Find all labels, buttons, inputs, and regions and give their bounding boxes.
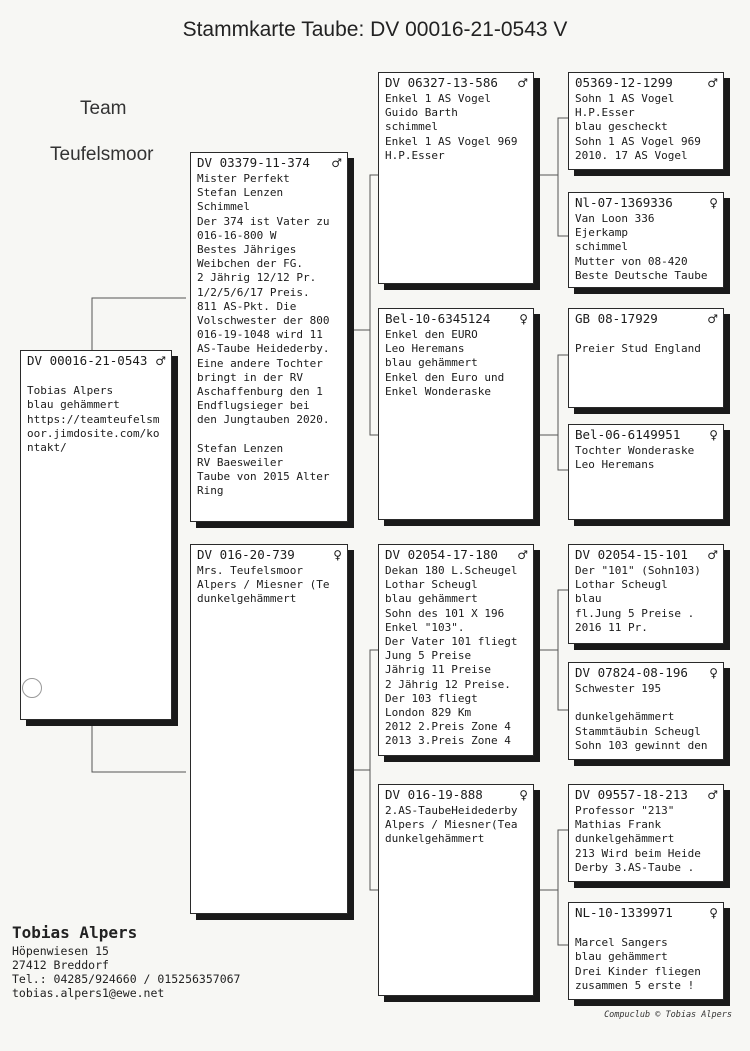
- ring-number: DV 07824-08-196: [575, 665, 688, 680]
- card-line: Der "101" (Sohn103): [575, 564, 701, 577]
- card-line: Ejerkamp: [575, 226, 628, 240]
- card-lines: [575, 682, 718, 753]
- card-line: Sohn des 101 X 196: [385, 606, 505, 620]
- card-line: AS-Taube Heidederby.: [197, 342, 330, 356]
- card-line: Leo Heremans: [575, 458, 655, 472]
- card-line: 2012 2.Preis Zone 4: [385, 720, 511, 734]
- card-line: 016-16-800 W: [197, 228, 277, 242]
- card-father-father: [378, 72, 534, 284]
- card-line: Eine andere Tochter: [197, 356, 323, 370]
- team-label-line2: Teufelsmoor: [50, 144, 154, 165]
- card-line: blau gehämmert: [385, 592, 478, 606]
- card-line: Alpers / Miesner (Te: [197, 578, 330, 592]
- card-line: Marcel Sangers: [575, 936, 668, 950]
- card-line: Tobias Alpers: [27, 384, 114, 398]
- card-lines: [27, 370, 166, 455]
- card-ff-father: [568, 72, 724, 170]
- sex-symbol: ♀: [333, 548, 342, 562]
- card-line: London 829 Km: [385, 706, 472, 720]
- card-lines: [575, 328, 718, 356]
- card-line: Bestes Jähriges: [197, 243, 297, 257]
- ring-number: GB 08-17929: [575, 311, 658, 326]
- sex-symbol: ♀: [709, 666, 718, 680]
- sex-symbol: ♀: [709, 428, 718, 442]
- card-lines: [575, 212, 718, 283]
- card-line: [575, 328, 718, 342]
- ring-number: 05369-12-1299: [575, 75, 673, 90]
- card-lines: [385, 804, 528, 847]
- card-line: Mister Perfekt: [197, 172, 290, 185]
- card-fm-father: [568, 308, 724, 408]
- ring-number: NL-10-1339971: [575, 905, 673, 920]
- card-line: dunkelgehämmert: [197, 592, 297, 606]
- card-line: Mutter von 08-420: [575, 254, 688, 268]
- card-line: Mrs. Teufelsmoor: [197, 564, 303, 577]
- card-line: Volschwester der 800: [197, 314, 330, 328]
- card-line: RV Baesweiler: [197, 456, 284, 470]
- card-line: Drei Kinder fliegen: [575, 964, 701, 978]
- ring-number: DV 02054-15-101: [575, 547, 688, 562]
- card-line: [27, 370, 166, 384]
- card-lines: [575, 804, 718, 875]
- card-line: zusammen 5 erste !: [575, 978, 695, 992]
- page-title: Stammkarte Taube: DV 00016-21-0543 V: [182, 18, 568, 41]
- card-line: Beste Deutsche Taube: [575, 268, 708, 282]
- card-lines: [197, 172, 342, 499]
- card-mf-father: [568, 544, 724, 644]
- card-line: oor.jimdosite.com/ko: [27, 426, 160, 440]
- card-line: dunkelgehämmert: [575, 832, 675, 846]
- card-mm-father: [568, 784, 724, 882]
- card-line: 2013 3.Preis Zone 4: [385, 734, 511, 748]
- card-line: Schimmel: [197, 200, 250, 214]
- card-line: Leo Heremans: [385, 342, 465, 356]
- card-line: [575, 922, 718, 936]
- card-line: dunkelgehämmert: [385, 832, 485, 846]
- card-line: schimmel: [385, 120, 438, 134]
- card-line: [575, 696, 718, 710]
- sex-symbol: ♀: [709, 196, 718, 210]
- card-line: Lothar Scheugl: [385, 578, 478, 592]
- card-line: Preier Stud England: [575, 342, 701, 356]
- card-subject: [20, 350, 172, 720]
- card-line: Sohn 1 AS Vogel: [575, 92, 675, 105]
- card-lines: [575, 564, 718, 635]
- card-line: Weibchen der FG.: [197, 257, 303, 271]
- sex-symbol: ♀: [709, 906, 718, 920]
- card-line: fl.Jung 5 Preise .: [575, 606, 695, 620]
- card-line: Taube von 2015 Alter: [197, 470, 330, 484]
- card-line: Enkel 1 AS Vogel 969: [385, 134, 518, 148]
- sex-symbol: ♂: [331, 156, 342, 170]
- card-line: Dekan 180 L.Scheugel: [385, 564, 518, 577]
- card-line: Ring: [197, 484, 224, 498]
- card-lines: [575, 922, 718, 993]
- card-line: https://teamteufelsm: [27, 412, 160, 426]
- card-line: schimmel: [575, 240, 628, 254]
- ring-number: DV 09557-18-213: [575, 787, 688, 802]
- card-line: Derby 3.AS-Taube .: [575, 860, 695, 874]
- card-fm-mother: [568, 424, 724, 520]
- ring-number: Bel-06-6149951: [575, 427, 681, 442]
- card-line: blau gehämmert: [575, 950, 668, 964]
- card-father-mother: [378, 308, 534, 520]
- card-line: ntakt/: [27, 441, 67, 454]
- card-mother-mother: [378, 784, 534, 996]
- card-mother-father: [378, 544, 534, 756]
- ring-number: DV 016-20-739: [197, 547, 295, 562]
- ring-number: DV 00016-21-0543: [27, 353, 148, 368]
- card-ff-mother: [568, 192, 724, 288]
- card-line: Jährig 11 Preise: [385, 663, 491, 677]
- card-line: Stefan Lenzen: [197, 441, 284, 455]
- card-lines: [575, 444, 718, 472]
- card-line: Tochter Wonderaske: [575, 444, 695, 457]
- sex-symbol: ♂: [707, 76, 718, 90]
- card-line: blau: [575, 592, 602, 606]
- sex-symbol: ♂: [707, 788, 718, 802]
- card-line: 811 AS-Pkt. Die: [197, 299, 297, 313]
- card-mf-mother: [568, 662, 724, 760]
- sex-symbol: ♂: [517, 76, 528, 90]
- owner-street: Höpenwiesen 15: [12, 944, 109, 958]
- card-lines: [197, 564, 342, 607]
- owner-city: 27412 Breddorf: [12, 958, 109, 972]
- card-line: Der 103 fliegt: [385, 691, 478, 705]
- sex-symbol: ♀: [519, 312, 528, 326]
- owner-phone: Tel.: 04285/924660 / 015256357067: [12, 972, 241, 986]
- card-line: 2010. 17 AS Vogel: [575, 148, 688, 162]
- card-line: Jung 5 Preise: [385, 649, 472, 663]
- card-line: Schwester 195: [575, 682, 662, 695]
- ring-number: DV 02054-17-180: [385, 547, 498, 562]
- team-label-line1: Team: [80, 98, 127, 119]
- card-line: blau gehämmert: [385, 356, 478, 370]
- card-line: Sohn 1 AS Vogel 969: [575, 134, 701, 148]
- card-line: Aschaffenburg den 1: [197, 385, 323, 399]
- ring-number: Bel-10-6345124: [385, 311, 491, 326]
- card-father: [190, 152, 348, 522]
- card-line: 016-19-1048 wird 11: [197, 328, 323, 342]
- card-line: Der Vater 101 fliegt: [385, 635, 518, 649]
- card-line: Stammtäubin Scheugl: [575, 724, 701, 738]
- card-line: Der 374 ist Vater zu: [197, 214, 330, 228]
- card-mm-mother: [568, 902, 724, 1000]
- sex-symbol: ♂: [707, 548, 718, 562]
- card-line: 213 Wird beim Heide: [575, 846, 701, 860]
- sex-symbol: ♂: [155, 354, 166, 368]
- card-line: H.P.Esser: [385, 148, 445, 162]
- card-line: Guido Barth: [385, 106, 458, 120]
- card-line: bringt in der RV: [197, 370, 303, 384]
- owner-address-block: [12, 922, 240, 1000]
- card-lines: [385, 92, 528, 163]
- card-line: Endflugsieger bei: [197, 399, 310, 413]
- card-line: Enkel Wonderaske: [385, 384, 491, 398]
- card-line: 2.AS-TaubeHeidederby: [385, 804, 518, 817]
- card-line: H.P.Esser: [575, 106, 635, 120]
- card-line: Professor "213": [575, 804, 675, 817]
- card-line: blau gescheckt: [575, 120, 668, 134]
- card-line: Enkel den Euro und: [385, 370, 505, 384]
- card-line: Enkel den EURO: [385, 328, 478, 341]
- card-line: 2016 11 Pr.: [575, 620, 648, 634]
- card-line: dunkelgehämmert: [575, 710, 675, 724]
- owner-name: Tobias Alpers: [12, 923, 138, 942]
- punch-hole: [22, 678, 42, 698]
- sex-symbol: ♂: [517, 548, 528, 562]
- ring-number: DV 016-19-888: [385, 787, 483, 802]
- card-lines: [575, 92, 718, 163]
- card-line: blau gehämmert: [27, 398, 120, 412]
- footer-credit: Compuclub © Tobias Alpers: [604, 1010, 732, 1020]
- card-line: den Jungtauben 2020.: [197, 413, 330, 427]
- card-line: Lothar Scheugl: [575, 578, 668, 592]
- card-line: Enkel 1 AS Vogel: [385, 92, 491, 105]
- card-line: 2 Jährig 12/12 Pr.: [197, 271, 317, 285]
- card-line: Sohn 103 gewinnt den: [575, 738, 708, 752]
- card-lines: [385, 328, 528, 399]
- card-lines: [385, 564, 528, 749]
- card-mother: [190, 544, 348, 914]
- sex-symbol: ♂: [707, 312, 718, 326]
- ring-number: DV 06327-13-586: [385, 75, 498, 90]
- card-line: Mathias Frank: [575, 818, 662, 832]
- card-line: Enkel "103".: [385, 620, 465, 634]
- card-line: Alpers / Miesner(Tea: [385, 818, 518, 832]
- card-line: Stefan Lenzen: [197, 186, 284, 200]
- owner-email: tobias.alpers1@ewe.net: [12, 986, 165, 1000]
- card-line: [197, 428, 342, 442]
- card-line: Van Loon 336: [575, 212, 655, 225]
- card-line: 1/2/5/6/17 Preis.: [197, 285, 310, 299]
- ring-number: Nl-07-1369336: [575, 195, 673, 210]
- card-line: 2 Jährig 12 Preise.: [385, 677, 511, 691]
- ring-number: DV 03379-11-374: [197, 155, 310, 170]
- sex-symbol: ♀: [519, 788, 528, 802]
